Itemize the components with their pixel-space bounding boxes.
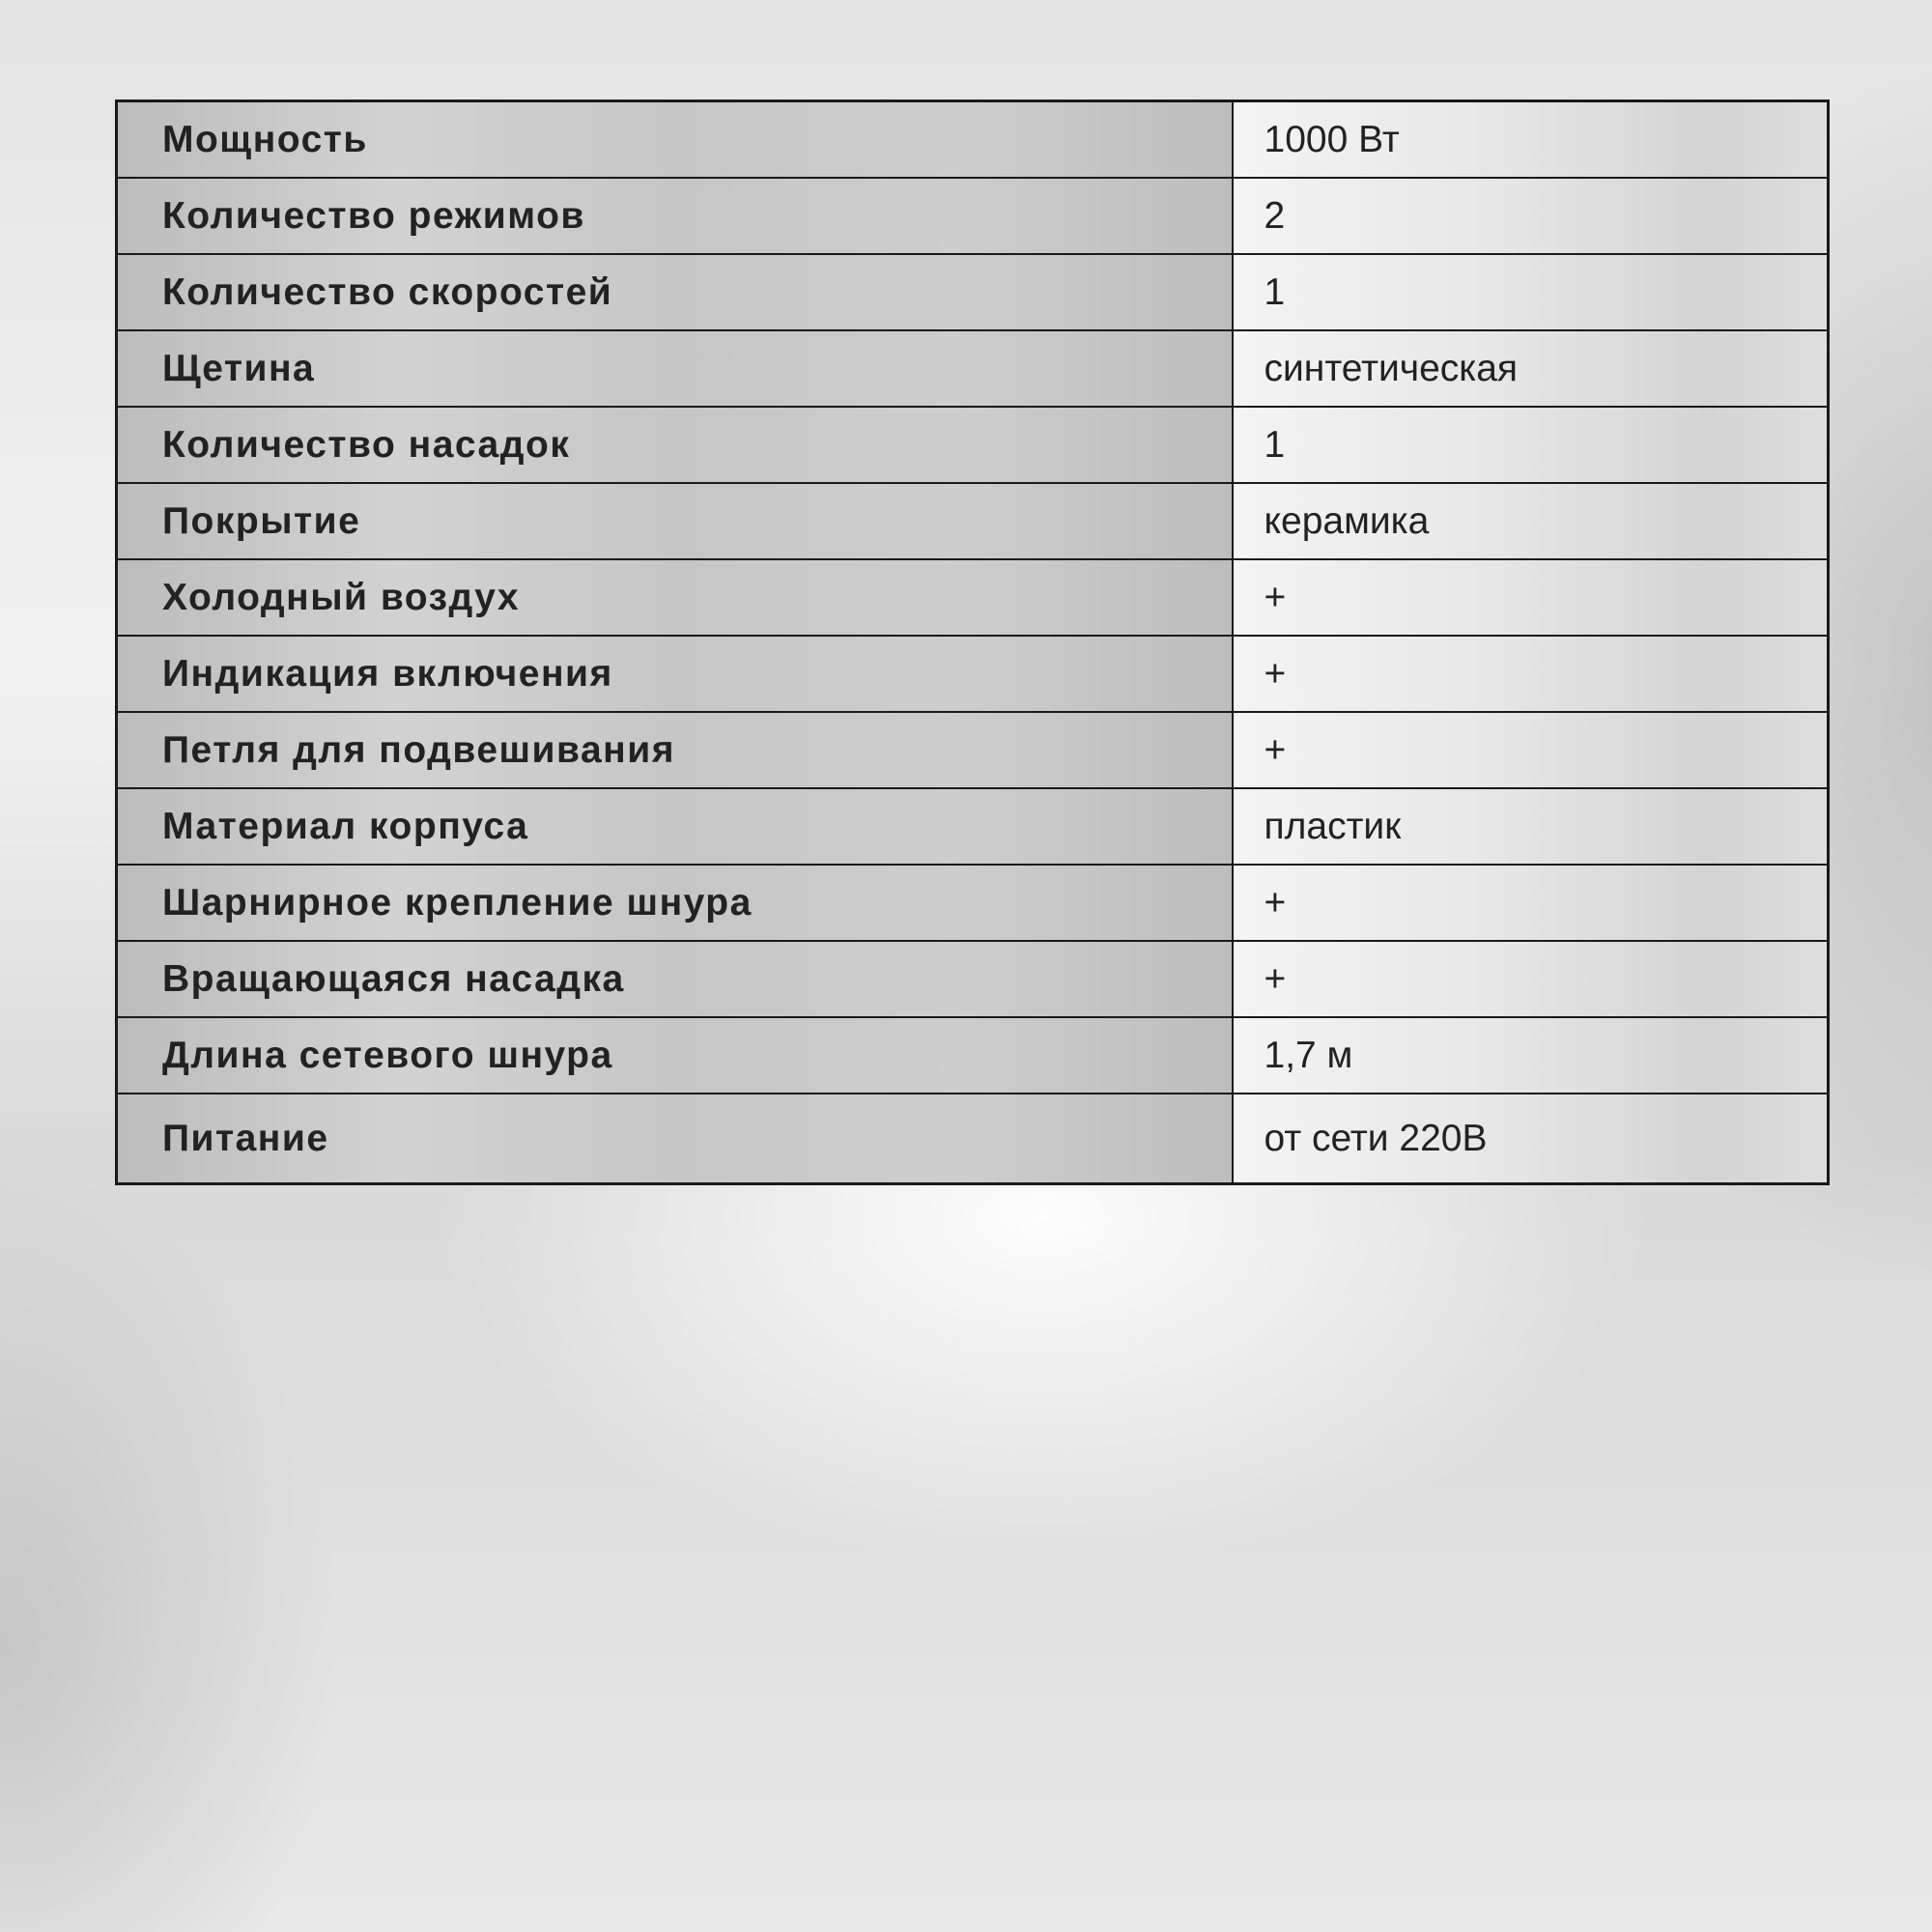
- spec-row-attachments: [117, 407, 1829, 483]
- spec-value: синтетическая: [1233, 330, 1829, 407]
- spec-name: Питание: [117, 1094, 1233, 1184]
- spec-row-modes: [117, 178, 1829, 254]
- spec-row-power-supply: [117, 1094, 1829, 1184]
- spec-value: +: [1233, 865, 1829, 941]
- spec-name: Петля для подвешивания: [117, 712, 1233, 788]
- spec-value: +: [1233, 712, 1829, 788]
- spec-row-power: [117, 101, 1829, 179]
- spec-row-swivel-cord: [117, 865, 1829, 941]
- spec-value: 1: [1233, 407, 1829, 483]
- spec-value: 1000 Вт: [1233, 101, 1829, 179]
- spec-value: 2: [1233, 178, 1829, 254]
- spec-name: Количество скоростей: [117, 254, 1233, 330]
- spec-row-power-indicator: [117, 636, 1829, 712]
- spec-value: +: [1233, 559, 1829, 636]
- spec-value: керамика: [1233, 483, 1829, 559]
- spec-row-rotating-attachment: [117, 941, 1829, 1017]
- spec-name: Щетина: [117, 330, 1233, 407]
- spec-name: Количество режимов: [117, 178, 1233, 254]
- spec-row-body-material: [117, 788, 1829, 865]
- spec-row-cord-length: [117, 1017, 1829, 1094]
- spec-value: 1,7 м: [1233, 1017, 1829, 1094]
- spec-row-coating: [117, 483, 1829, 559]
- spec-row-cold-air: [117, 559, 1829, 636]
- spec-name: Вращающаяся насадка: [117, 941, 1233, 1017]
- spec-name: Мощность: [117, 101, 1233, 179]
- spec-row-hanging-loop: [117, 712, 1829, 788]
- spec-name: Шарнирное крепление шнура: [117, 865, 1233, 941]
- spec-name: Холодный воздух: [117, 559, 1233, 636]
- spec-name: Материал корпуса: [117, 788, 1233, 865]
- spec-name: Покрытие: [117, 483, 1233, 559]
- spec-row-speeds: [117, 254, 1829, 330]
- spec-name: Индикация включения: [117, 636, 1233, 712]
- spec-row-bristles: [117, 330, 1829, 407]
- spec-value: пластик: [1233, 788, 1829, 865]
- spec-value: +: [1233, 941, 1829, 1017]
- spec-name: Количество насадок: [117, 407, 1233, 483]
- spec-value: +: [1233, 636, 1829, 712]
- spec-value: от сети 220В: [1233, 1094, 1829, 1184]
- spec-name: Длина сетевого шнура: [117, 1017, 1233, 1094]
- spec-value: 1: [1233, 254, 1829, 330]
- spec-table: [115, 99, 1830, 1185]
